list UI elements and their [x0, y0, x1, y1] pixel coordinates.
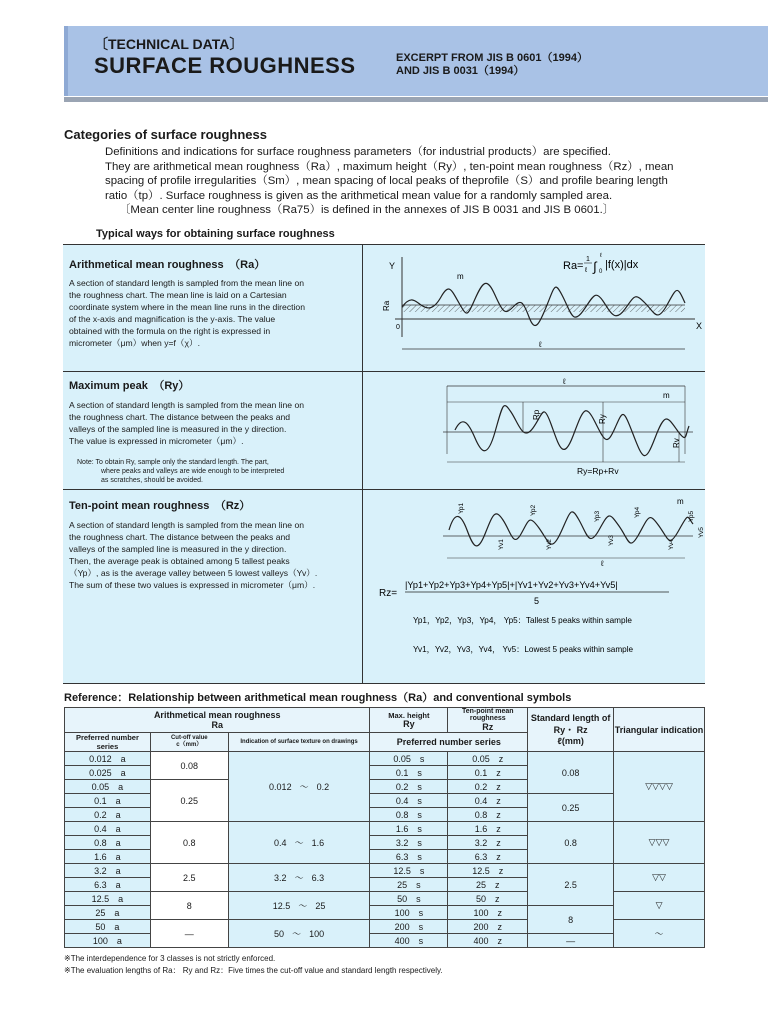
indication-cell: 3.2 ～ 6.3 [228, 864, 370, 892]
rz-line: valleys of the sampled line is measured in the y direction. [69, 544, 287, 554]
ry-line: A section of standard length is sampled from the mean line on [69, 400, 305, 410]
triangular-cell: ▽ [614, 892, 705, 920]
rz-cell: 3.2 z [448, 836, 528, 850]
rz-peak-label: Yp5 [688, 510, 695, 522]
ra-line: A section of standard length is sampled from the mean line on [69, 278, 305, 288]
ra-line: coordinate system where in the mean line runs in the direction [69, 302, 305, 312]
triangular-cell: ▽▽ [614, 864, 705, 892]
intro-line: Definitions and indications for surface roughness parameters（for industrial products）are specified. [105, 146, 611, 158]
ry-cell: 12.5 s [370, 864, 448, 878]
ry-formula: Ry=Rp+Rv [577, 466, 619, 476]
ry-note-line: where peaks and valleys are wide enough to be interpreted [101, 467, 285, 475]
ry-diagram [363, 372, 705, 489]
indication-cell: 0.012 ～ 0.2 [228, 752, 370, 822]
ry-cell: 200 s [370, 920, 448, 934]
cutoff-cell: 0.08 [150, 752, 228, 780]
ra-origin-label: 0 [396, 324, 400, 331]
ra-cell: 0.025 a [65, 766, 151, 780]
reference-table [64, 707, 705, 948]
ry-rp-label: Rp [532, 409, 541, 420]
ry-length-label: ℓ [563, 377, 566, 386]
footnotes [64, 953, 443, 977]
rz-cell: 25 z [448, 878, 528, 892]
rz-formula-denominator: 5 [534, 596, 540, 606]
ry-line: valleys of the sampled line is measured in the y direction. [69, 424, 287, 434]
ry-cell: 0.2 s [370, 780, 448, 794]
intro-line: ratio（tp）. Surface roughness is given as the arithmetical mean value for a randomly sampled area. [105, 189, 613, 202]
footnote: ※The interdependence for 3 classes is not strictly enforced. [64, 954, 276, 963]
ry-cell: 0.05 s [370, 752, 448, 766]
rz-valley-label: Yv5 [698, 527, 705, 538]
page-title: SURFACE ROUGHNESS [94, 53, 356, 78]
ry-m-label: m [663, 391, 670, 400]
ra-title: Arithmetical mean roughness （Ra） [69, 259, 266, 271]
rz-length-label: ℓ [601, 559, 604, 568]
triangular-cell: ▽▽▽ [614, 822, 705, 864]
header-pref2: Preferred number series [370, 733, 528, 752]
ra-formula-body: |f(x)|dx [605, 259, 639, 271]
rz-cell: 0.1 z [448, 766, 528, 780]
header-rz: Ten-point mean roughness Rz [448, 708, 528, 733]
typical-heading: Typical ways for obtaining surface roughness [96, 228, 335, 240]
header-shadow [64, 97, 768, 102]
ra-formula-lower: 0 [599, 269, 603, 275]
ry-cell: 6.3 s [370, 850, 448, 864]
ra-formula-lhs: Ra= [563, 260, 584, 272]
rz-cell: 100 z [448, 906, 528, 920]
ry-cell: 50 s [370, 892, 448, 906]
header-ra: Arithmetical mean roughness Ra [65, 708, 370, 733]
ra-cell: 6.3 a [65, 878, 151, 892]
intro-line: 〔Mean center line roughness（Ra75）is defined in the annexes of JIS B 0031 and JIS B 0601.〕 [119, 204, 615, 217]
ra-cell: 0.05 a [65, 780, 151, 794]
ry-cell: 100 s [370, 906, 448, 920]
ra-length-label: ℓ [539, 340, 542, 349]
excerpt-line-2: AND JIS B 0031（1994） [396, 65, 525, 77]
cutoff-cell: 0.25 [150, 780, 228, 822]
rz-formula-lhs: Rz= [379, 588, 398, 599]
ry-cell: 0.1 s [370, 766, 448, 780]
header-indication: Indication of surface texture on drawings [228, 733, 370, 752]
roughness-panel [63, 244, 705, 684]
std-cell: 8 [528, 906, 614, 934]
rz-line: （Yp）, as is the average valley between 5 lowest valleys（Yv）. [69, 568, 318, 578]
std-cell: 0.08 [528, 752, 614, 794]
header-ry: Max. height Ry [370, 708, 448, 733]
ra-cell: 25 a [65, 906, 151, 920]
ry-cell: 3.2 s [370, 836, 448, 850]
ry-cell: 1.6 s [370, 822, 448, 836]
rz-cell: 0.2 z [448, 780, 528, 794]
ry-ry-label: Ry [598, 414, 607, 424]
rz-diagram [363, 490, 705, 683]
ra-formula-den: ℓ [585, 267, 588, 274]
excerpt-line-1: EXCERPT FROM JIS B 0601（1994） [396, 52, 588, 64]
rz-peak-label: Yp4 [634, 506, 641, 518]
rz-valley-label: Yv4 [668, 539, 675, 550]
ra-cell: 0.8 a [65, 836, 151, 850]
reference-heading: Reference：Relationship between arithmetical mean roughness（Ra）and conventional symbols [64, 692, 572, 704]
rz-line: the roughness chart. The distance between the peaks and [69, 532, 291, 542]
ry-cell: 0.4 s [370, 794, 448, 808]
cutoff-cell: 8 [150, 892, 228, 920]
ra-formula-integral: ∫ [593, 259, 597, 274]
std-cell: 0.25 [528, 794, 614, 822]
ra-line: obtained with the formula on the right is expressed in [69, 326, 271, 336]
triangular-cell: ▽▽▽▽ [614, 752, 705, 822]
indication-cell: 50 ～ 100 [228, 920, 370, 948]
ra-line: micrometer（μm）when y=f（χ）. [69, 338, 200, 348]
ra-hatch [402, 305, 685, 312]
ra-description [69, 277, 354, 349]
cutoff-cell: — [150, 920, 228, 948]
ra-cell: 50 a [65, 920, 151, 934]
rz-valley-label: Yv3 [608, 535, 615, 546]
ry-cell: 25 s [370, 878, 448, 892]
ra-cell: 0.4 a [65, 822, 151, 836]
indication-cell: 0.4 ～ 1.6 [228, 822, 370, 864]
std-cell: — [528, 934, 614, 948]
ra-cell: 3.2 a [65, 864, 151, 878]
ry-rv-label: Rv [672, 438, 681, 448]
header-subtitle: 〔TECHNICAL DATA〕 [94, 36, 244, 52]
ra-cell: 100 a [65, 934, 151, 948]
ra-line: of the x-axis and magnification is the y-axis. The value [69, 314, 276, 324]
cutoff-cell: 0.8 [150, 822, 228, 864]
rz-line: A section of standard length is sampled from the mean line on [69, 520, 305, 530]
rz-cell: 1.6 z [448, 822, 528, 836]
rz-valley-label: Yv2 [546, 539, 553, 550]
rz-m-label: m [677, 497, 684, 506]
rz-peak-label: Yp1 [458, 502, 465, 514]
header-pref: Preferred number series [65, 733, 151, 752]
rz-cell: 0.8 z [448, 808, 528, 822]
ra-cell: 12.5 a [65, 892, 151, 906]
std-cell: 2.5 [528, 864, 614, 906]
ra-cell: 1.6 a [65, 850, 151, 864]
rz-peaks-desc: Yp1，Yp2，Yp3，Yp4， Yp5：Tallest 5 peaks within sample [413, 616, 632, 625]
cutoff-cell: 2.5 [150, 864, 228, 892]
ry-line: The value is expressed in micrometer（μm）. [69, 436, 244, 446]
ry-profile-curve [455, 406, 689, 456]
ry-cell: 400 s [370, 934, 448, 948]
ry-title: Maximum peak （Ry） [69, 380, 190, 392]
rz-cell: 6.3 z [448, 850, 528, 864]
intro-heading: Categories of surface roughness [64, 127, 267, 142]
ry-note-line: Note: To obtain Ry, sample only the standard length. The part, [77, 459, 269, 466]
intro-line: spacing of profile irregularities（Sm）, mean spacing of local peaks of theprofile（S）and profile bearing length [105, 175, 668, 188]
ry-note [77, 459, 357, 485]
header-excerpt [396, 52, 588, 78]
rz-peak-label: Yp3 [594, 510, 601, 522]
rz-cell: 400 z [448, 934, 528, 948]
rz-cell: 50 z [448, 892, 528, 906]
ra-y-label: Y [389, 261, 396, 271]
rz-cell: 0.4 z [448, 794, 528, 808]
rz-profile-curve [449, 512, 693, 546]
ry-line: the roughness chart. The distance between the peaks and [69, 412, 291, 422]
rz-description [69, 519, 354, 591]
header-cutoff: Cut-off value c（mm） [150, 733, 228, 752]
rz-valley-label: Yv1 [498, 539, 505, 550]
header-triangular: Triangular indication [614, 708, 705, 752]
indication-cell: 12.5 ～ 25 [228, 892, 370, 920]
rz-formula-numerator: |Yp1+Yp2+Yp3+Yp4+Yp5|+|Yv1+Yv2+Yv3+Yv4+Yv5| [405, 580, 618, 590]
rz-line: The sum of these two values is expressed in micrometer（μm）. [69, 580, 316, 590]
ry-cell: 0.8 s [370, 808, 448, 822]
ra-line: the roughness chart. The mean line is laid on a Cartesian [69, 290, 287, 300]
ra-cell: 0.1 a [65, 794, 151, 808]
ry-description [69, 399, 354, 447]
rz-cell: 12.5 z [448, 864, 528, 878]
ra-diagram [363, 245, 705, 371]
rz-cell: 200 z [448, 920, 528, 934]
footnote: ※The evaluation lengths of Ra： Ry and Rz：Five times the cut-off value and standard length respectively. [64, 966, 443, 975]
ra-axis-label: Ra [382, 300, 391, 311]
header-banner [64, 26, 768, 96]
ra-formula-num: 1 [586, 256, 590, 263]
rz-valleys-desc: Yv1，Yv2，Yv3，Yv4， Yv5：Lowest 5 peaks within sample [413, 645, 634, 654]
rz-peak-label: Yp2 [530, 504, 537, 516]
header-std-length: Standard length of Ry・ Rz ℓ(mm) [528, 708, 614, 752]
std-cell: 0.8 [528, 822, 614, 864]
rz-line: Then, the average peak is obtained among 5 tallest peaks [69, 556, 290, 566]
triangular-cell: ～ [614, 920, 705, 948]
ra-m-label: m [457, 272, 464, 281]
ra-formula-upper: ℓ [600, 253, 602, 259]
ry-note-line: as scratches, should be avoided. [101, 476, 203, 484]
ra-cell: 0.012 a [65, 752, 151, 766]
intro-line: They are arithmetical mean roughness（Ra）, maximum height（Ry）, ten-point mean roughness（Rz）, mean [105, 160, 674, 173]
ra-x-label: X [696, 321, 703, 331]
rz-title: Ten-point mean roughness （Rz） [69, 500, 251, 512]
ra-cell: 0.2 a [65, 808, 151, 822]
intro-paragraph [105, 145, 755, 218]
rz-cell: 0.05 z [448, 752, 528, 766]
